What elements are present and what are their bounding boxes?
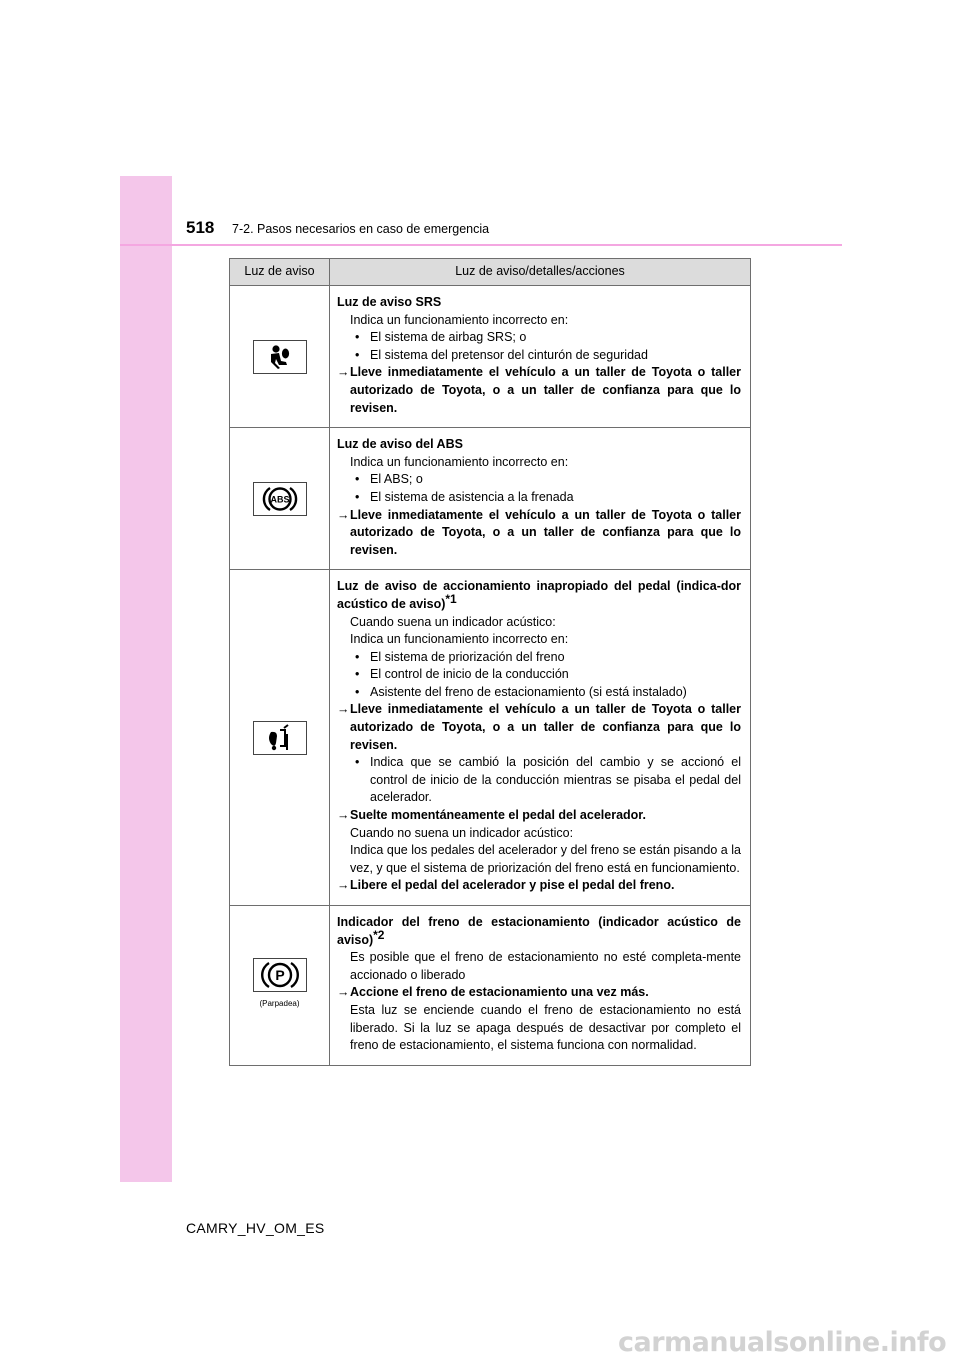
airbag-warning-icon xyxy=(253,340,307,374)
action-text: → Lleve inmediatamente el vehículo a un taller de Toyota o taller autorizado de Toyota, o a un taller de confianza para que lo revisen. xyxy=(337,701,741,754)
row-text: Indica un funcionamiento incorrecto en: xyxy=(350,454,569,469)
details-cell xyxy=(330,906,751,1066)
action-text: → Lleve inmediatamente el vehículo a un taller de Toyota o taller autorizado de Toyota, o a un taller de confianza para que lo revisen. xyxy=(337,364,741,417)
row-title-text: Luz de aviso de accionamiento inapropiado del pedal (indica-dor acústico de aviso) xyxy=(337,579,741,611)
details-cell xyxy=(330,570,751,906)
list-item: • El control de inicio de la conducción xyxy=(337,666,741,684)
list-item: • El sistema del pretensor del cinturón de seguridad xyxy=(337,347,741,365)
page-number: 518 xyxy=(186,218,215,237)
abs-icon-label: ABS xyxy=(269,494,290,505)
parking-icon-label: P xyxy=(274,967,285,984)
row-text: Indica un funcionamiento incorrecto en: xyxy=(350,312,569,327)
row-text: Es posible que el freno de estacionamiento no esté completa-mente accionado o liberado xyxy=(350,950,741,982)
column-header-light: Luz de aviso xyxy=(230,259,330,286)
list-item: • Indica que se cambió la posición del cambio y se accionó el control de inicio de la conducción mientras se pisaba el pedal del acelerador. xyxy=(337,754,741,807)
table-row xyxy=(230,428,751,570)
action-text: → Suelte momentáneamente el pedal del acelerador. xyxy=(337,807,741,825)
action-text: → Lleve inmediatamente el vehículo a un taller de Toyota o taller autorizado de Toyota, o a un taller de confianza para que lo revisen. xyxy=(337,507,741,560)
row-text: Cuando no suena un indicador acústico: xyxy=(350,825,574,840)
list-item: • El ABS; o xyxy=(337,471,741,489)
list-item: • Asistente del freno de estacionamiento (si está instalado) xyxy=(337,684,741,702)
parking-brake-icon xyxy=(253,958,307,992)
table-header-row xyxy=(230,259,751,286)
footnote-marker: *1 xyxy=(445,591,457,606)
action-text: → Accione el freno de estacionamiento una vez más. xyxy=(337,984,741,1002)
list-item: • El sistema de asistencia a la frenada xyxy=(337,489,741,507)
side-tab-band xyxy=(120,176,172,1182)
icon-cell xyxy=(230,570,330,906)
icon-cell xyxy=(230,906,330,1066)
abs-warning-icon xyxy=(253,482,307,516)
details-cell xyxy=(330,286,751,428)
document-code: CAMRY_HV_OM_ES xyxy=(186,1220,325,1236)
icon-cell xyxy=(230,286,330,428)
footnote-marker: *2 xyxy=(373,927,385,942)
row-text: Esta luz se enciende cuando el freno de estacionamiento no está liberado. Si la luz se apaga después de desactivar por completo el freno de estacionamiento, el sistema funciona con normalidad. xyxy=(350,1002,741,1053)
icon-caption: (Parpadea) xyxy=(259,999,300,1009)
table-row xyxy=(230,906,751,1066)
details-cell xyxy=(330,428,751,570)
list-item: • El sistema de airbag SRS; o xyxy=(337,329,741,347)
column-header-details: Luz de aviso/detalles/acciones xyxy=(330,259,751,286)
row-title: Luz de aviso SRS xyxy=(337,295,442,309)
section-title: 7-2. Pasos necesarios en caso de emergencia xyxy=(232,222,490,236)
row-title: Luz de aviso del ABS xyxy=(337,437,463,452)
site-watermark: carmanualsonline.info xyxy=(618,1327,947,1358)
row-text: Indica un funcionamiento incorrecto en: xyxy=(350,632,569,647)
table-row xyxy=(230,286,751,428)
row-title-text: Indicador del freno de estacionamiento (indicador acústico de aviso) xyxy=(337,915,741,947)
row-text: Indica que los pedales del acelerador y del freno se están pisando a la vez, y que el sistema de priorización del freno está en funcionamiento. xyxy=(350,843,741,875)
list-item: • El sistema de priorización del freno xyxy=(337,649,741,667)
header-rule xyxy=(120,244,842,246)
table-row xyxy=(230,570,751,906)
row-title xyxy=(337,578,741,613)
pedal-warning-icon xyxy=(253,721,307,755)
action-text: → Libere el pedal del acelerador y pise el pedal del freno. xyxy=(337,877,741,895)
row-title xyxy=(337,914,741,949)
warning-lights-table xyxy=(229,258,751,1066)
row-text: Cuando suena un indicador acústico: xyxy=(350,614,556,629)
icon-cell xyxy=(230,428,330,570)
